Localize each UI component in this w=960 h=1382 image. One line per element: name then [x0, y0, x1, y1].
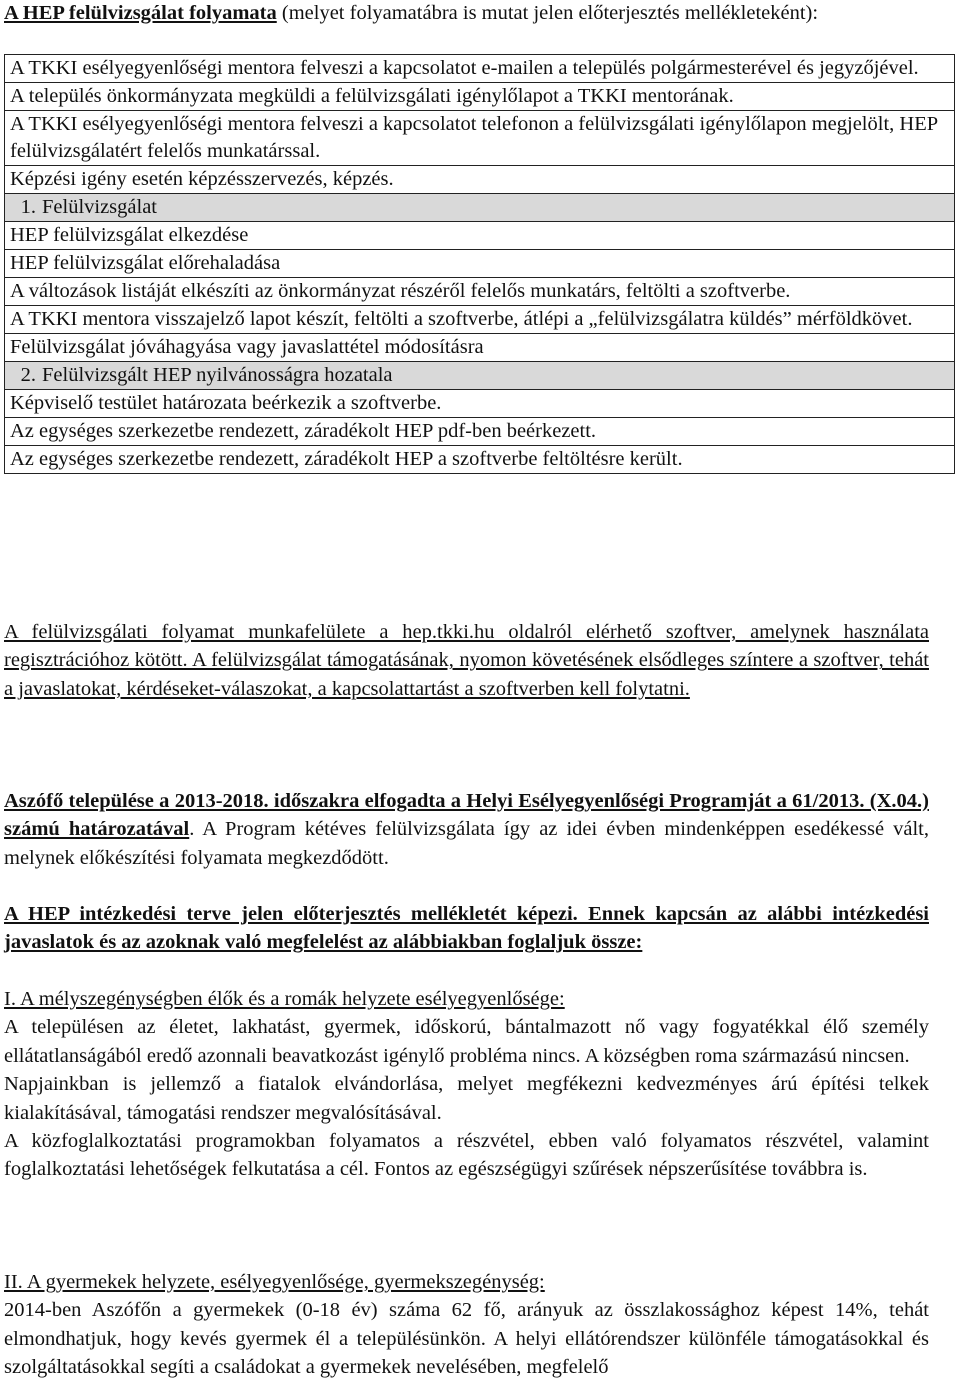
section-2-heading: II. A gyermekek helyzete, esélyegyenlősége, gyermekszegénység: — [4, 1271, 545, 1293]
action-plan-text: A HEP intézkedési terve jelen előterjesztés mellékletét képezi. Ennek kapcsán az alábbi intézkedési javaslatok és az azoknak való megfelelést az alábbiakban foglaljuk össze: — [4, 903, 929, 954]
process-cell — [5, 55, 955, 83]
process-step-row — [5, 222, 955, 250]
step-text: Az egységes szerkezetbe rendezett, záradékolt HEP a szoftverbe feltöltésre került. — [10, 448, 683, 470]
process-step-row — [5, 334, 955, 362]
section-poverty — [4, 985, 929, 1184]
section-1-paragraph: A közfoglalkoztatási programokban folyamatos a részvétel, ebben való folyamatos részvétel, valamint foglalkoztatási lehetőségek felkutatása a cél. Fontos az egészségügyi szűrések népszerűsítése továbbra is. — [4, 1130, 929, 1181]
section-1-paragraph: A településen az életet, lakhatást, gyermek, időskorú, bántalmazott nő vagy fogyatékkal élő személy ellátatlanságából eredő azonnali beavatkozást igénylő probléma nincs. A községben roma származású nincsen. — [4, 1016, 929, 1067]
process-step-row — [5, 250, 955, 278]
phase-number: 1. — [20, 196, 36, 218]
software-paragraph — [4, 618, 929, 703]
step-text: HEP felülvizsgálat előrehaladása — [10, 252, 281, 274]
process-cell — [5, 278, 955, 306]
flow-intro — [4, 0, 954, 27]
program-adoption: Aszófő települése a 2013-2018. időszakra elfogadta a Helyi Esélyegyenlőségi Programját a 61/2013. (X.04.) számú határozatával — [4, 790, 929, 841]
process-table — [4, 54, 955, 474]
process-step-row — [5, 55, 955, 83]
step-text: Az egységes szerkezetbe rendezett, záradékolt HEP pdf-ben beérkezett. — [10, 420, 597, 442]
process-step-row — [5, 418, 955, 446]
process-step-row — [5, 278, 955, 306]
process-cell — [5, 306, 955, 334]
process-cell — [5, 418, 955, 446]
step-text: Felülvizsgálat jóváhagyása vagy javaslattétel módosításra — [10, 336, 484, 358]
step-text: A változások listáját elkészíti az önkormányzat részéről felelős munkatárs, feltölti a szoftverbe. — [10, 280, 791, 302]
process-step-row — [5, 111, 955, 166]
process-step-row — [5, 166, 955, 194]
process-cell — [5, 83, 955, 111]
action-plan-paragraph — [4, 900, 929, 957]
step-text: A TKKI esélyegyenlőségi mentora felveszi a kapcsolatot telefonon a felülvizsgálati igénylőlapon megjelölt, HEP felülvizsgálatért felelős munkatárssal. — [10, 113, 938, 162]
process-cell — [5, 111, 955, 166]
process-cell — [5, 362, 955, 390]
process-step-row — [5, 83, 955, 111]
step-text: A TKKI mentora visszajelző lapot készít, feltölti a szoftverbe, átlépi a „felülvizsgálatra küldés” mérföldkövet. — [10, 308, 913, 330]
flow-title: A HEP felülvizsgálat folyamata — [4, 2, 277, 24]
process-phase-row — [5, 362, 955, 390]
program-review-text: . A Program kétéves felülvizsgálata így az idei évben mindenképpen esedékessé vált, melynek előkészítési folyamata megkezdődött. — [4, 818, 929, 869]
phase-title: Felülvizsgálat — [42, 196, 158, 218]
section-1-heading: I. A mélyszegénységben élők és a romák helyzete esélyegyenlősége: — [4, 988, 565, 1010]
section-children — [4, 1268, 929, 1382]
process-step-row — [5, 390, 955, 418]
step-text: Képzési igény esetén képzésszervezés, képzés. — [10, 168, 394, 190]
process-phase-row — [5, 194, 955, 222]
step-text: HEP felülvizsgálat elkezdése — [10, 224, 249, 246]
process-cell — [5, 194, 955, 222]
section-1-paragraph: Napjainkban is jellemző a fiatalok elvándorlása, melyet megfékezni kedvezményes árú építési telkek kialakításával, támogatási rendszer megvalósításával. — [4, 1073, 929, 1124]
process-cell — [5, 166, 955, 194]
step-text: Képviselő testület határozata beérkezik a szoftverbe. — [10, 392, 442, 414]
process-cell — [5, 446, 955, 474]
flow-intro-text: (melyet folyamatábra is mutat jelen előterjesztés mellékleteként): — [276, 2, 819, 24]
process-step-row — [5, 306, 955, 334]
process-cell — [5, 390, 955, 418]
step-text: A TKKI esélyegyenlőségi mentora felveszi a kapcsolatot e-mailen a település polgármesterével és jegyzőjével. — [10, 57, 919, 79]
process-step-row — [5, 446, 955, 474]
step-text: A település önkormányzata megküldi a felülvizsgálati igénylőlapot a TKKI mentorának. — [10, 85, 734, 107]
process-cell — [5, 222, 955, 250]
phase-number: 2. — [20, 364, 36, 386]
phase-title: Felülvizsgált HEP nyilvánosságra hozatala — [42, 364, 393, 386]
program-paragraph — [4, 787, 929, 872]
process-cell — [5, 250, 955, 278]
process-cell — [5, 334, 955, 362]
section-2-paragraph: 2014-ben Aszófőn a gyermekek (0-18 év) száma 62 fő, arányuk az összlakossághoz képest 14%, tehát elmondhatjuk, hogy kevés gyermek él a településünkön. A helyi ellátórendszer különféle támogatásokkal és szolgáltatásokkal segíti a családokat a gyermekek nevelésében, megfelelő — [4, 1299, 929, 1379]
software-text: A felülvizsgálati folyamat munkafelülete a hep.tkki.hu oldalról elérhető szoftver, amelynek használata regisztrációhoz kötött. A felülvizsgálat támogatásának, nyomon követésének elsődleges színtere a szoftver, tehát a javaslatokat, kérdéseket-válaszokat, a kapcsolattartást a szoftverben kell folytatni. — [4, 621, 929, 700]
